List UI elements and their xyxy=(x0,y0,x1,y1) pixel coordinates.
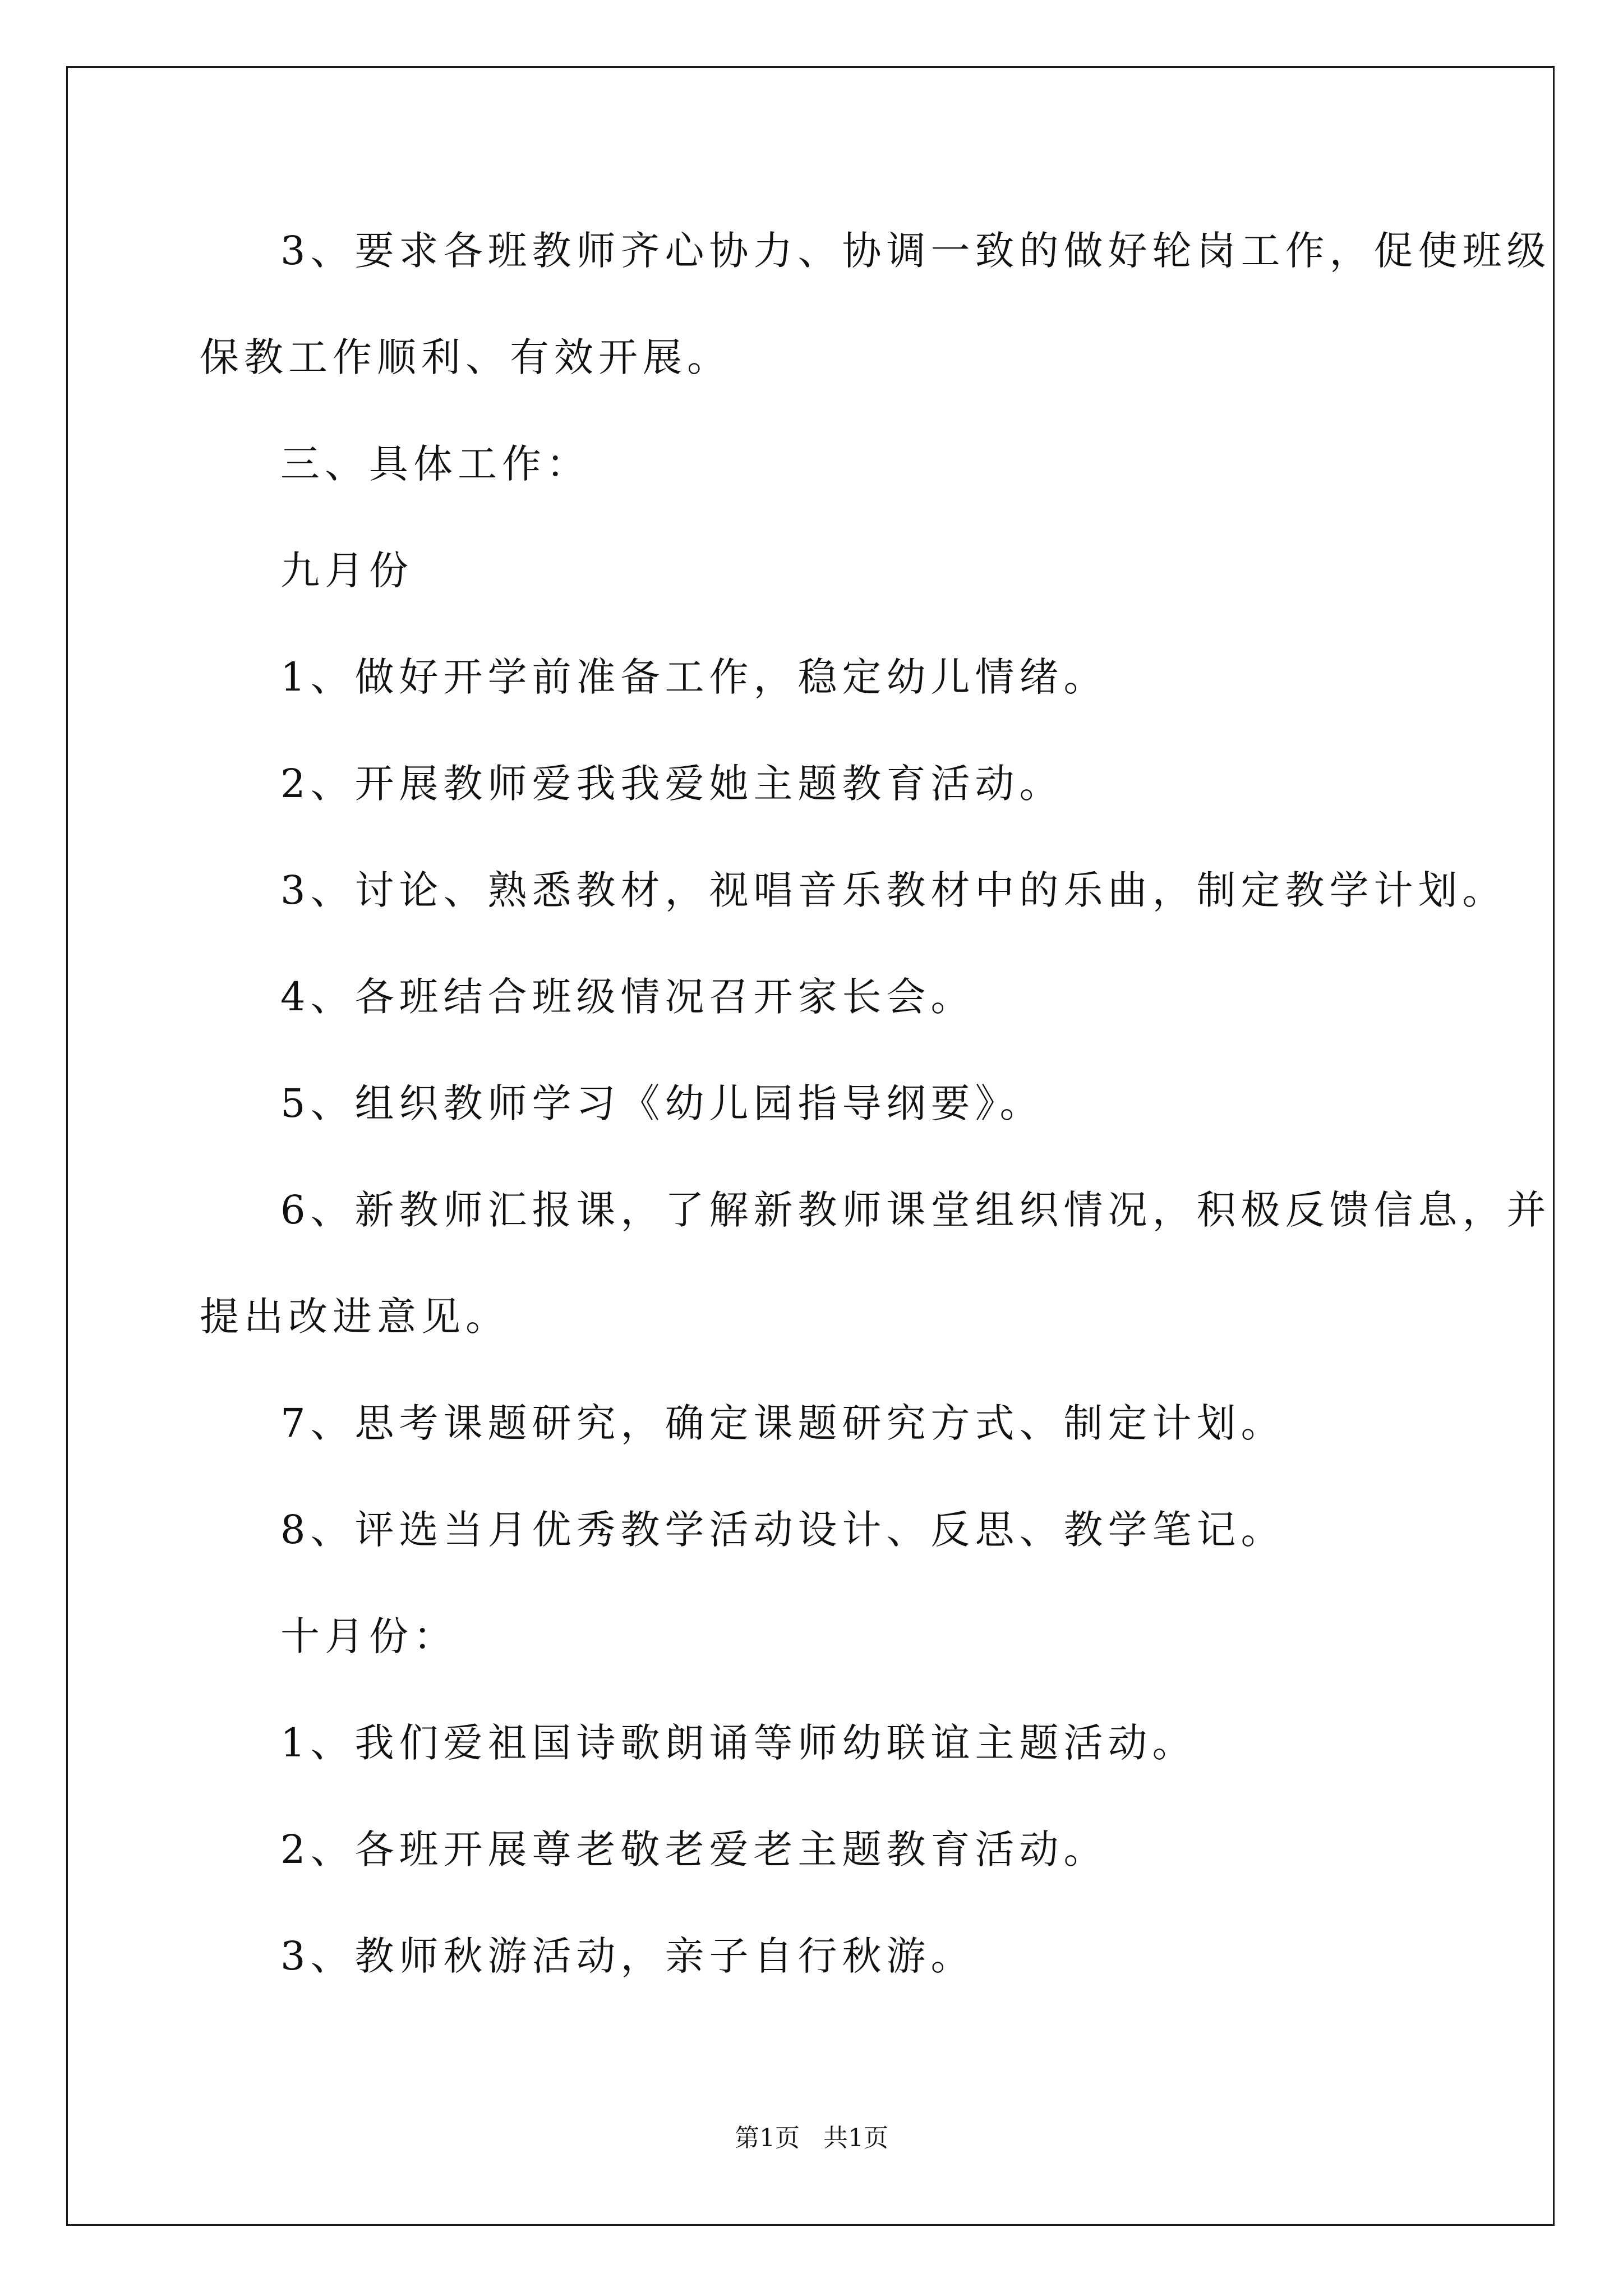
list-item: 7、思考课题研究，确定课题研究方式、制定计划。 xyxy=(280,1400,1285,1446)
list-item: 1、我们爱祖国诗歌朗诵等师幼联谊主题活动。 xyxy=(280,1720,1197,1766)
month-heading: 九月份 xyxy=(280,547,413,593)
list-item: 3、教师秋游活动，亲子自行秋游。 xyxy=(280,1933,975,1979)
paragraph-line: 3、要求各班教师齐心协力、协调一致的做好轮岗工作，促使班级 xyxy=(280,228,1551,274)
month-heading: 十月份： xyxy=(280,1613,458,1659)
section-heading: 三、具体工作： xyxy=(280,441,591,487)
list-item: 4、各班结合班级情况召开家长会。 xyxy=(280,974,975,1020)
list-item: 6、新教师汇报课，了解新教师课堂组织情况，积极反馈信息，并 xyxy=(280,1187,1551,1233)
list-item: 8、评选当月优秀教学活动设计、反思、教学笔记。 xyxy=(280,1507,1285,1553)
page-border xyxy=(66,66,1555,2226)
list-item-continuation: 提出改进意见。 xyxy=(200,1294,510,1340)
list-item: 1、做好开学前准备工作，稳定幼儿情绪。 xyxy=(280,654,1108,700)
list-item: 2、开展教师爱我我爱她主题教育活动。 xyxy=(280,761,1064,807)
paragraph-line: 保教工作顺利、有效开展。 xyxy=(200,334,731,380)
page-number-footer: 第1页 共1页 xyxy=(735,2124,888,2152)
list-item: 2、各班开展尊老敬老爱老主题教育活动。 xyxy=(280,1826,1108,1872)
list-item: 5、组织教师学习《幼儿园指导纲要》。 xyxy=(280,1080,1044,1126)
list-item: 3、讨论、熟悉教材，视唱音乐教材中的乐曲，制定教学计划。 xyxy=(280,867,1507,913)
